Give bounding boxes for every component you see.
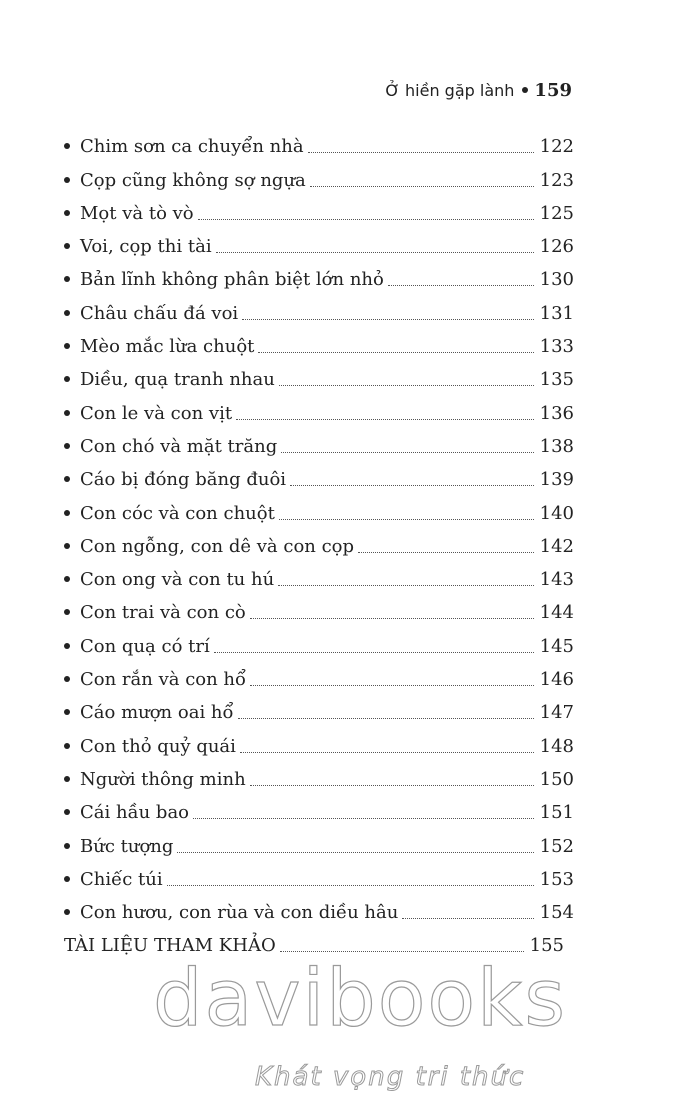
toc-item-title: Cáo mượn oai hổ	[80, 702, 234, 724]
toc-item-page: 133	[539, 336, 574, 358]
toc-item	[64, 559, 574, 592]
toc-item-title: Chiếc túi	[80, 868, 163, 890]
toc-item-page: 122	[539, 136, 574, 158]
toc-item-title: Con thỏ quỷ quái	[80, 735, 236, 757]
toc-item-title: Con chó và mặt trăng	[80, 435, 278, 457]
toc-item-title: Châu chấu đá voi	[80, 302, 239, 324]
toc-item	[64, 193, 574, 226]
toc-item-title: Mèo mắc lừa chuột	[80, 336, 255, 358]
dot-leader	[278, 584, 533, 586]
bullet-icon	[64, 576, 70, 582]
toc-item-title: Mọt và tò vò	[80, 202, 194, 224]
dot-leader	[388, 284, 534, 286]
toc-item-title: Con cóc và con chuột	[80, 502, 275, 524]
toc-item-page: 150	[539, 768, 574, 790]
bullet-icon	[64, 809, 70, 815]
toc-item	[64, 859, 574, 892]
toc-item	[64, 359, 574, 392]
bullet-icon	[64, 676, 70, 682]
dot-leader	[167, 884, 534, 886]
toc-item-title: Cái hầu bao	[80, 802, 190, 824]
book-title: Ở hiền gặp lành	[385, 81, 515, 100]
toc-item	[64, 226, 574, 259]
bullet-icon	[64, 909, 70, 915]
dot-leader	[250, 617, 534, 619]
toc-item-page: 146	[539, 669, 574, 691]
toc-item	[64, 825, 574, 858]
dot-leader	[250, 684, 534, 686]
toc-item	[64, 892, 574, 925]
toc-item	[64, 392, 574, 425]
dot-leader	[281, 451, 533, 453]
toc-item-title: Con rắn và con hổ	[80, 669, 247, 691]
watermark-logo: davibooks	[153, 954, 567, 1044]
toc-item	[64, 659, 574, 692]
dot-leader	[250, 784, 534, 786]
dot-leader	[193, 817, 534, 819]
toc-item	[64, 759, 574, 792]
bullet-icon	[64, 510, 70, 516]
running-header	[372, 80, 572, 110]
toc-item-page: 154	[539, 902, 574, 924]
dot-leader	[242, 318, 533, 320]
dot-leader	[177, 851, 533, 853]
toc-item-page: 153	[539, 868, 574, 890]
toc-item-page: 123	[539, 169, 574, 191]
toc-item-title: Con hươu, con rùa và con diều hâu	[80, 902, 399, 924]
toc-item	[64, 492, 574, 525]
toc-item	[64, 692, 574, 725]
header-bullet-icon	[522, 87, 528, 93]
dot-leader	[310, 185, 534, 187]
bullet-icon	[64, 243, 70, 249]
bullet-icon	[64, 343, 70, 349]
toc-references-row	[64, 922, 564, 958]
bullet-icon	[64, 476, 70, 482]
bullet-icon	[64, 210, 70, 216]
toc-item-page: 125	[539, 202, 574, 224]
toc-item-page: 144	[539, 602, 574, 624]
references-page: 155	[529, 935, 564, 956]
toc-item-title: Cáo bị đóng băng đuôi	[80, 469, 287, 491]
bullet-icon	[64, 876, 70, 882]
toc-item-page: 131	[539, 302, 574, 324]
toc-item-title: Con ong và con tu hú	[80, 569, 275, 591]
bullet-icon	[64, 276, 70, 282]
dot-leader	[280, 951, 524, 952]
dot-leader	[216, 251, 534, 253]
toc-item-title: Con le và con vịt	[80, 402, 233, 424]
toc-item-page: 135	[539, 369, 574, 391]
table-of-contents	[64, 126, 574, 925]
toc-item-title: Diều, quạ tranh nhau	[80, 369, 275, 391]
toc-item-page: 136	[539, 402, 574, 424]
bullet-icon	[64, 443, 70, 449]
toc-item	[64, 592, 574, 625]
bullet-icon	[64, 776, 70, 782]
bullet-icon	[64, 743, 70, 749]
toc-item-page: 147	[539, 702, 574, 724]
bullet-icon	[64, 709, 70, 715]
toc-item-page: 126	[539, 236, 574, 258]
toc-item	[64, 459, 574, 492]
toc-item-title: Con ngỗng, con dê và con cọp	[80, 535, 355, 557]
toc-item	[64, 159, 574, 192]
dot-leader	[238, 717, 534, 719]
toc-item	[64, 126, 574, 159]
dot-leader	[279, 384, 534, 386]
dot-leader	[290, 484, 534, 486]
bullet-icon	[64, 543, 70, 549]
toc-item-page: 139	[539, 469, 574, 491]
toc-item-page: 130	[539, 269, 574, 291]
toc-item-page: 142	[539, 535, 574, 557]
watermark-tagline: Khát vọng tri thức	[255, 1062, 526, 1092]
dot-leader	[198, 218, 534, 220]
toc-item-page: 151	[539, 802, 574, 824]
toc-item-page: 140	[539, 502, 574, 524]
toc-item	[64, 625, 574, 658]
toc-item-page: 143	[539, 569, 574, 591]
toc-item-page: 148	[539, 735, 574, 757]
bullet-icon	[64, 376, 70, 382]
toc-item	[64, 792, 574, 825]
dot-leader	[358, 551, 534, 553]
toc-item	[64, 526, 574, 559]
toc-item-title: Bản lĩnh không phân biệt lớn nhỏ	[80, 269, 384, 291]
toc-item-title: Chim sơn ca chuyển nhà	[80, 136, 304, 158]
dot-leader	[236, 418, 534, 420]
toc-item-title: Bức tượng	[80, 835, 174, 857]
dot-leader	[214, 651, 534, 653]
bullet-icon	[64, 310, 70, 316]
bullet-icon	[64, 410, 70, 416]
dot-leader	[258, 351, 533, 353]
dot-leader	[308, 151, 534, 153]
bullet-icon	[64, 177, 70, 183]
dot-leader	[402, 917, 533, 919]
toc-item-title: Cọp cũng không sợ ngựa	[80, 169, 306, 191]
toc-item-page: 152	[539, 835, 574, 857]
bullet-icon	[64, 143, 70, 149]
toc-item-title: Voi, cọp thi tài	[80, 236, 212, 258]
toc-item	[64, 259, 574, 292]
references-title: TÀI LIỆU THAM KHẢO	[64, 935, 276, 956]
toc-item-title: Người thông minh	[80, 768, 246, 790]
bullet-icon	[64, 643, 70, 649]
toc-item-page: 145	[539, 635, 574, 657]
toc-item-page: 138	[539, 435, 574, 457]
dot-leader	[240, 751, 534, 753]
toc-item	[64, 426, 574, 459]
bullet-icon	[64, 609, 70, 615]
dot-leader	[279, 518, 534, 520]
bullet-icon	[64, 843, 70, 849]
page-number: 159	[534, 80, 572, 101]
toc-item	[64, 725, 574, 758]
toc-item-title: Con trai và con cò	[80, 602, 246, 624]
toc-item	[64, 326, 574, 359]
toc-item	[64, 292, 574, 325]
toc-item-title: Con quạ có trí	[80, 635, 210, 657]
